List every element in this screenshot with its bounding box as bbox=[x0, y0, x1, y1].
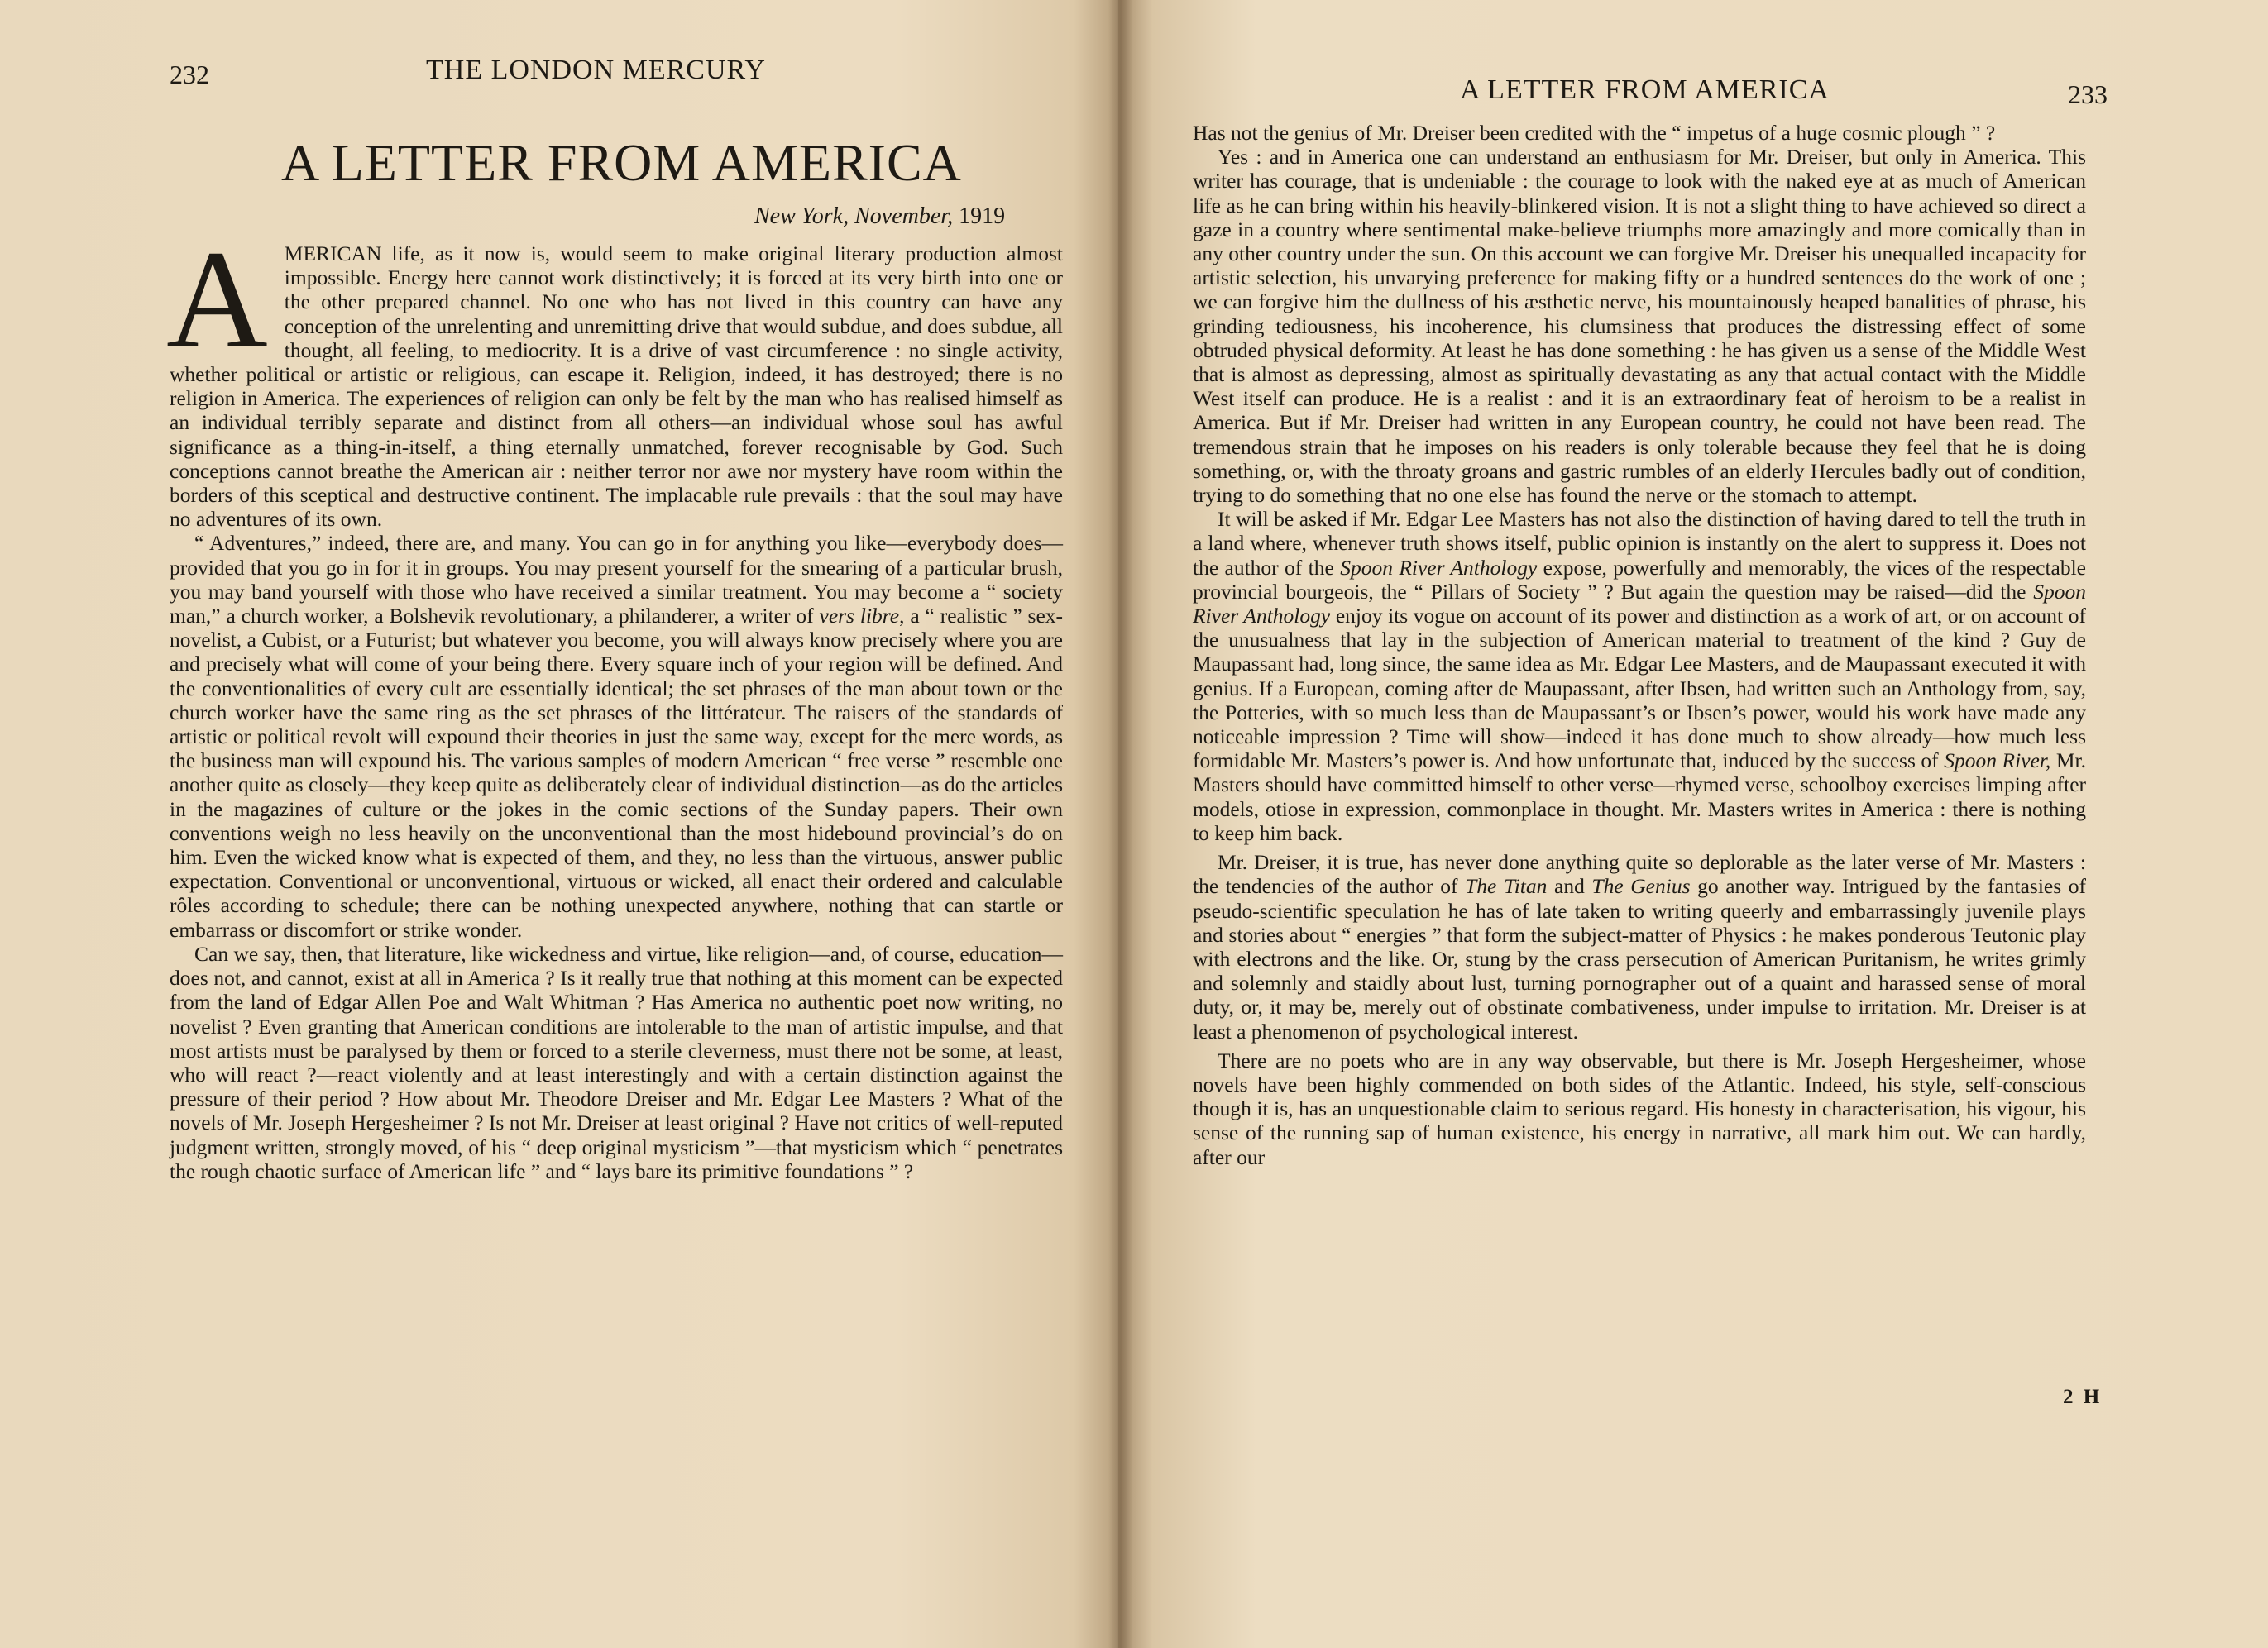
paragraph-text: expose, powerfully and memorably, the vices of the respectable provincial bourgeois, the “ Pillars of Society ” ? But again the question may be raised—did the bbox=[1193, 555, 2087, 604]
paragraph bbox=[1193, 145, 2086, 507]
paragraph-text: , a “ realistic ” sex-novelist, a Cubist, or a Futurist; but whatever you become, you will always know precisely where you are and precisely what will come of your being there. Every square inch of your region will be defined. And the conventionalities of every cult are essentially identical; the set phrases of the man about town or the church worker have the same ring as the set phrases of the littérateur. The raisers of the standards of artistic or political revolt will expound their theories in just the same way, except for the mere words, as the business man will expound his. The various samples of modern American “ free verse ” resemble one another quite as closely—they keep quite as deliberately clear of individual distinction—as do the articles in the magazines of culture or the jokes in the comic sections of the Sunday papers. Their own conventions weigh no less heavily on the unconventional than the most hidebound provincial’s do on him. Even the wicked know what is expected of them, and they, no less than the virtuous, answer public expectation. Conventional or unconventional, virtuous or wicked, all enact their ordered and calculable rôles according to schedule; there can be nothing unexpected anywhere, nothing that can startle or embarrass or discomfort or strike wonder. bbox=[170, 604, 1064, 942]
dateline bbox=[754, 203, 1005, 230]
left-page bbox=[0, 0, 1118, 1648]
italic-phrase: vers libre bbox=[819, 604, 900, 628]
paragraph bbox=[170, 531, 1063, 941]
paragraph bbox=[170, 942, 1063, 1183]
signature-mark: 2 H bbox=[2063, 1386, 2103, 1408]
running-head-right: A LETTER FROM AMERICA bbox=[1460, 74, 1830, 105]
italic-title: The Titan bbox=[1465, 874, 1548, 899]
paragraph-text: It will be asked if Mr. Edgar Lee Masters has not also the distinction of having dared to tell the truth in a land where, whenever truth shows itself, public opinion is instantly on the alert to suppress it. Does not the author of the bbox=[1193, 507, 2086, 580]
paragraph bbox=[1193, 121, 2086, 145]
paragraph-text: Mr. Dreiser, it is true, has never done anything quite so deplorable as the later verse of Mr. Masters : the tendencies of the author of bbox=[1193, 850, 2086, 899]
paragraph-text: There are no poets who are in any way observable, but there is Mr. Joseph Hergesheimer, whose novels have been highly commended on both sides of the Atlantic. Indeed, his style, self-conscious though it is, has an unquestionable claim to serious regard. His honesty in characterisation, his vigour, his sense of the running sap of human existence, his energy in narrative, all mark him out. We can hardly, after our bbox=[1193, 1048, 2086, 1169]
paragraph bbox=[166, 222, 1063, 532]
page-number-right: 233 bbox=[2068, 79, 2108, 109]
left-page-body bbox=[166, 222, 1064, 1183]
paragraph-text: go another way. Intrigued by the fantasies of pseudo-scientific speculation he has of late taken to writing queerly and embarrassingly juvenile plays and stories about “ energies ” that form the subject-matter of Physics : he makes ponderous Teutonic play with electrons and the like. Or, stung by the crass persecution of American Puritanism, he writes grimly and solemnly and staidly about lust, turning pornographer out of a quaint and harassed sense of moral duty, or, it may be, merely out of obstinate combativeness, under impulse to irritation. Mr. Dreiser is at least a phenomenon of psychological interest. bbox=[1193, 874, 2086, 1044]
paragraph-text: Yes : and in America one can understand an enthusiasm for Mr. Dreiser, but only in America. This writer has courage, that is undeniable : the courage to look with the naked eye at as much of American life as he can bring within his heavily-blinkered vision. It is not a slight thing to have achieved so direct a gaze in a country where sentimental make-believe triumphs more amazingly and more comically than in any other country under the sun. On this account we can forgive Mr. Dreiser his unequalled incapacity for artistic selection, his unvarying preference for making fifty or a hundred sentences do the work of one ; we can forgive him the dullness of his æsthetic nerve, his mountainously heaped banalities of phrase, his grinding tediousness, his incoherence, his clumsiness that produces the distressing effect of some obtruded physical deformity. At least he has done something : he has given us a sense of the Middle West that is almost as depressing, almost as spiritually devastating as any that actual contact with the Middle West itself can produce. He is a realist : and it is an extraordinary feat of heroism to be a realist in America. But if Mr. Dreiser had written in any European country, he could not have been read. The tremendous strain that he imposes on his readers is only tolerable because they feel that he is doing something, or, with the throaty groans and gastric rumbles of an elderly Hercules badly out of condition, trying to do something that no one else has found the nerve or the stomach to attempt. bbox=[1193, 145, 2086, 508]
right-page-body bbox=[1193, 121, 2086, 1169]
italic-title: The Genius bbox=[1591, 874, 1691, 899]
right-page bbox=[1118, 0, 2268, 1648]
dateline-place: New York, November, bbox=[754, 203, 954, 229]
article-title: A LETTER FROM AMERICA bbox=[281, 133, 962, 192]
paragraph-text: Mr. Masters should have committed himself to other verse—rhymed verse, schoolboy exercises limping after models, otiose in expression, commonplace in thought. Mr. Masters writes in America : there is nothing to keep him back. bbox=[1193, 748, 2087, 845]
paragraph bbox=[1193, 850, 2086, 1044]
paragraph-text: enjoy its vogue on account of its power and distinction as a work of art, or on account of the unusualness that lay in the subjection of American material to treatment of the kind ? Guy de Maupassant had, long since, the same idea as Mr. Edgar Lee Masters, and de Maupassant executed it with genius. If a European, coming after de Maupassant, after Ibsen, had written such an Anthology from, say, the Potteries, with so much less than de Maupassant’s or Ibsen’s power, would his work have made any noticeable impression ? Time will show—indeed it has done much to show already—how much less formidable Mr. Masters’s power is. And how unfortunate that, induced by the success of bbox=[1193, 604, 2086, 773]
paragraph-text: Can we say, then, that literature, like wickedness and virtue, like religion—and, of course, education—does not, and cannot, exist at all in America ? Is it really true that nothing at this moment can be expected from the land of Edgar Allen Poe and Walt Whitman ? Has America no authentic poet now writing, no novelist ? Even granting that American conditions are intolerable to the man of artistic impulse, and that most artists must be paralysed by them or forced to a sterile cleverness, must there not be some, at least, who will react ?—react violently and at least interestingly and with a certain distinction against the pressure of their period ? How about Mr. Theodore Dreiser and Mr. Edgar Lee Masters ? What of the novels of Mr. Joseph Hergesheimer ? Is not Mr. Dreiser at least original ? Have not critics of well-reputed judgment written, strongly moved, of his “ deep original mysticism ”—that mysticism which “ penetrates the rough chaotic surface of American life ” and “ lays bare its primitive foundations ” ? bbox=[170, 941, 1063, 1183]
running-head-left: THE LONDON MERCURY bbox=[426, 55, 766, 85]
paragraph-text: “ Adventures,” indeed, there are, and many. You can go in for anything you like—everybody does—provided that you go in for it in groups. You may present yourself for the smearing of a particular brush, you may band yourself with those who have received a similar treatment. You may become a “ society man,” a church worker, a Bolshevik revolutionary, a philanderer, a writer of bbox=[170, 531, 1063, 628]
drop-cap: A bbox=[166, 222, 268, 377]
paragraph-text: Has not the genius of Mr. Dreiser been credited with the “ impetus of a huge cosmic plough ” ? bbox=[1193, 121, 1996, 145]
paragraph-text: and bbox=[1554, 874, 1585, 899]
paragraph-text: MERICAN life, as it now is, would seem to make original literary production almost impossible. Energy here cannot work distinctively; it is forced at its very birth into one or the other prepared channel. No one who has not lived in this country can have any conception of the unrelenting and unremitting drive that would subdue, and does subdue, all thought, all feeling, to mediocrity. It is a drive of vast circumference : no single activity, whether political or artistic or religious, can escape it. Religion, indeed, it has destroyed; there is no religion in America. The experiences of religion can only be felt by the man who has realised himself as an individual terribly separate and distinct from all others—an individual whose soul has awful significance as a thing-in-itself, a thing eternally unmatched, forever recognisable by God. Such conceptions cannot breathe the American air : neither terror nor awe nor mystery have room within the borders of this sceptical and destructive continent. The implacable rule prevails : that the soul may have no adventures of its own. bbox=[170, 241, 1063, 532]
page-number-left: 232 bbox=[170, 60, 209, 89]
italic-title: Spoon River, bbox=[1944, 748, 2051, 773]
paragraph bbox=[1193, 1049, 2086, 1169]
italic-title: Spoon River Anthology bbox=[1340, 555, 1538, 580]
dateline-year: 1919 bbox=[959, 203, 1006, 229]
italic-title: Spoon River Anthology bbox=[1193, 579, 2087, 628]
paragraph bbox=[1193, 507, 2086, 845]
